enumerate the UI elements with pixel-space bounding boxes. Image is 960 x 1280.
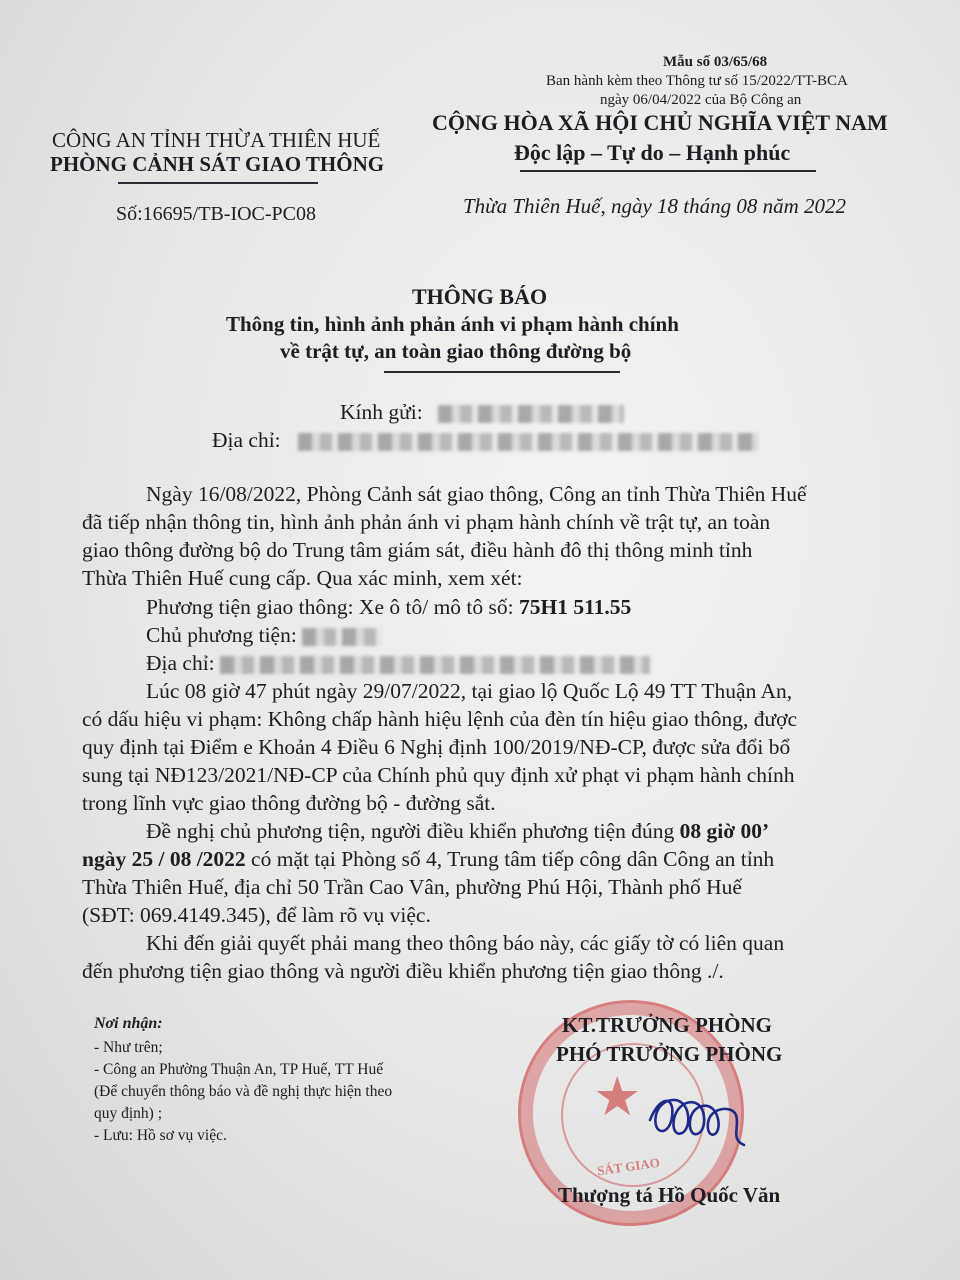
- recipients-heading: Nơi nhận:: [94, 1015, 163, 1032]
- paragraph-3-day-label: ngày: [82, 847, 127, 871]
- stamp-text: SÁT GIAO: [596, 1154, 661, 1179]
- recipient-address-redacted: [298, 433, 758, 451]
- paragraph-3-line-1-text: Đề nghị chủ phương tiện, người điều khiển phương tiện đúng: [146, 819, 675, 843]
- paragraph-2-line-1: Lúc 08 giờ 47 phút ngày 29/07/2022, tại giao lộ Quốc Lộ 49 TT Thuận An,: [146, 679, 793, 703]
- motto-underline: [520, 170, 816, 172]
- paragraph-3-line-3: Thừa Thiên Huế, địa chỉ 50 Trần Cao Vân, phường Phú Hội, Thành phố Huế: [82, 875, 742, 899]
- document-subtitle-1: Thông tin, hình ảnh phản ánh vi phạm hành chính: [226, 312, 679, 336]
- recipients-item-1: - Như trên;: [94, 1039, 163, 1056]
- recipient-address-label: Địa chỉ:: [212, 428, 281, 452]
- paragraph-2-line-2: có dấu hiệu vi phạm: Không chấp hành hiệu lệnh của đèn tín hiệu giao thông, được: [82, 707, 798, 731]
- signer-name: Thượng tá Hồ Quốc Văn: [558, 1183, 781, 1207]
- owner-name-redacted: [302, 628, 382, 646]
- agency-underline: [118, 182, 318, 184]
- paragraph-2-line-4: sung tại NĐ123/2021/NĐ-CP của Chính phủ quy định xử phạt vi phạm hành chính: [82, 763, 795, 787]
- paragraph-2-line-5: trong lĩnh vực giao thông đường bộ - đường sắt.: [82, 791, 496, 815]
- title-underline: [384, 371, 620, 373]
- document-subtitle-2: về trật tự, an toàn giao thông đường bộ: [280, 339, 632, 363]
- nation-motto: Độc lập – Tự do – Hạnh phúc: [514, 140, 791, 165]
- recipient-address: [212, 428, 758, 453]
- document-title: THÔNG BÁO: [412, 284, 548, 309]
- paragraph-4-line-2: đến phương tiện giao thông và người điều khiển phương tiện giao thông ./.: [82, 959, 724, 983]
- paragraph-3-line-2: [82, 845, 774, 874]
- recipients-item-4: quy định) ;: [94, 1105, 163, 1122]
- vehicle-label: Phương tiện giao thông: Xe ô tô/ mô tô số:: [146, 595, 514, 619]
- paragraph-3-line-2-text: có mặt tại Phòng số 4, Trung tâm tiếp công dân Công an tỉnh: [251, 847, 775, 871]
- form-number: Mẫu số 03/65/68: [663, 54, 768, 70]
- owner-line: [146, 621, 382, 650]
- recipients-item-5: - Lưu: Hồ sơ vụ việc.: [94, 1127, 227, 1144]
- issued-line-1: Ban hành kèm theo Thông tư số 15/2022/TT-BCA: [546, 73, 848, 89]
- paragraph-1-line-3: giao thông đường bộ do Trung tâm giám sát, điều hành đô thị thông minh tỉnh: [82, 538, 753, 562]
- issued-line-2: ngày 06/04/2022 của Bộ Công an: [600, 92, 802, 108]
- star-icon: ★: [593, 1067, 642, 1127]
- paragraph-4-line-1: Khi đến giải quyết phải mang theo thông báo này, các giấy tờ có liên quan: [146, 931, 785, 955]
- recipients-item-3: (Để chuyển thông báo và đề nghị thực hiện theo: [94, 1083, 393, 1100]
- vehicle-line: [146, 593, 631, 622]
- recipient-to-label: Kính gửi:: [340, 400, 423, 424]
- recipient-name-redacted: [438, 405, 624, 423]
- owner-address-redacted: [220, 656, 650, 674]
- signature-title-1: KT.TRƯỞNG PHÒNG: [562, 1013, 772, 1037]
- agency-department: PHÒNG CẢNH SÁT GIAO THÔNG: [50, 152, 385, 176]
- agency-parent: CÔNG AN TỈNH THỪA THIÊN HUẾ: [52, 128, 381, 152]
- license-plate: 75H1 511.55: [519, 595, 632, 619]
- recipient-to: [340, 400, 624, 425]
- signature-title-2: PHÓ TRƯỞNG PHÒNG: [556, 1042, 783, 1066]
- paragraph-1-line-4: Thừa Thiên Huế cung cấp. Qua xác minh, xem xét:: [82, 566, 523, 590]
- paragraph-2-line-3: quy định tại Điểm e Khoản 4 Điều 6 Nghị định 100/2019/NĐ-CP, được sửa đổi bổ: [82, 735, 791, 759]
- owner-address-label: Địa chỉ:: [146, 651, 215, 675]
- document-number: Số:16695/TB-IOC-PC08: [116, 203, 317, 225]
- appointment-time: 08 giờ 00’: [679, 819, 770, 843]
- handwritten-signature: [640, 1075, 750, 1155]
- owner-address-line: [146, 649, 650, 678]
- recipients-item-2: - Công an Phường Thuận An, TP Huế, TT Huế: [94, 1061, 384, 1078]
- paragraph-1-line-2: đã tiếp nhận thông tin, hình ảnh phản ánh vi phạm hành chính về trật tự, an toàn: [82, 510, 771, 534]
- paragraph-3-line-4: (SĐT: 069.4149.345), để làm rõ vụ việc.: [82, 903, 431, 927]
- place-date: Thừa Thiên Huế, ngày 18 tháng 08 năm 2022: [463, 194, 847, 218]
- paragraph-3-line-1: [146, 817, 769, 846]
- owner-label: Chủ phương tiện:: [146, 623, 297, 647]
- appointment-date: 25 / 08 /2022: [131, 847, 246, 871]
- nation-name: CỘNG HÒA XÃ HỘI CHỦ NGHĨA VIỆT NAM: [432, 110, 888, 135]
- paragraph-1-line-1: Ngày 16/08/2022, Phòng Cảnh sát giao thông, Công an tỉnh Thừa Thiên Huế: [146, 482, 807, 506]
